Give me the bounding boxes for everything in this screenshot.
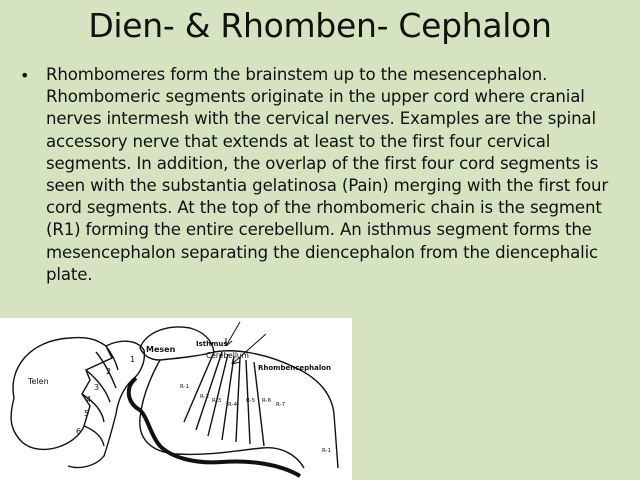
label-p6: 6 — [76, 427, 82, 436]
label-cerebellum: Cerebellum — [206, 351, 249, 360]
label-r4: R-4 — [228, 402, 238, 408]
prosomere-line-5 — [84, 426, 104, 446]
label-p1: 1 — [130, 355, 136, 364]
label-r7: R-7 — [276, 402, 286, 408]
label-r2: R-2 — [200, 394, 210, 400]
bullet-marker: • — [20, 66, 30, 85]
label-r3: R-3 — [212, 398, 222, 404]
brain-segments-diagram — [0, 318, 352, 480]
isthmus-arrow — [226, 322, 240, 346]
label-r1-lower: R-1 — [322, 448, 332, 454]
label-p3: 3 — [94, 383, 100, 392]
fan-line-7 — [254, 362, 264, 446]
fan-line-5 — [236, 358, 240, 442]
label-mesen: Mesen — [146, 345, 176, 354]
label-isthmus: Isthmus — [196, 340, 228, 348]
label-p4: 4 — [86, 395, 92, 404]
label-rhombencephalon: Rhombencephalon — [258, 364, 332, 372]
label-r5: R-5 — [246, 398, 256, 404]
label-r6: R-6 — [262, 398, 272, 404]
label-p2: 2 — [106, 367, 112, 376]
telencephalon-outline — [11, 338, 112, 450]
label-r1: R-1 — [180, 384, 190, 390]
diagram-svg — [0, 318, 352, 480]
label-telen: Telen — [28, 377, 49, 386]
diagram-labels — [27, 340, 331, 454]
slide-title: Dien- & Rhomben- Cephalon — [88, 6, 552, 45]
label-p5: 5 — [84, 409, 90, 418]
ventricle-curve — [129, 378, 300, 476]
bullet-text: Rhombomeres form the brainstem up to the mesencephalon. Rhombomeric segments originate in the upper cord where cranial nerves intermesh with the cervical nerves. Examples are the spinal accessory nerve that extends at least to the first four cervical segments. In addition, the overlap of the first four cord segments is seen with the substantia gelatinosa (Pain) merging with the first four cord segments. At the top of the rhombomeric chain is the segment (R1) forming the entire cerebellum. An isthmus segment forms the mesencephalon separating the diencephalon from the diencephalic plate. — [46, 65, 609, 284]
